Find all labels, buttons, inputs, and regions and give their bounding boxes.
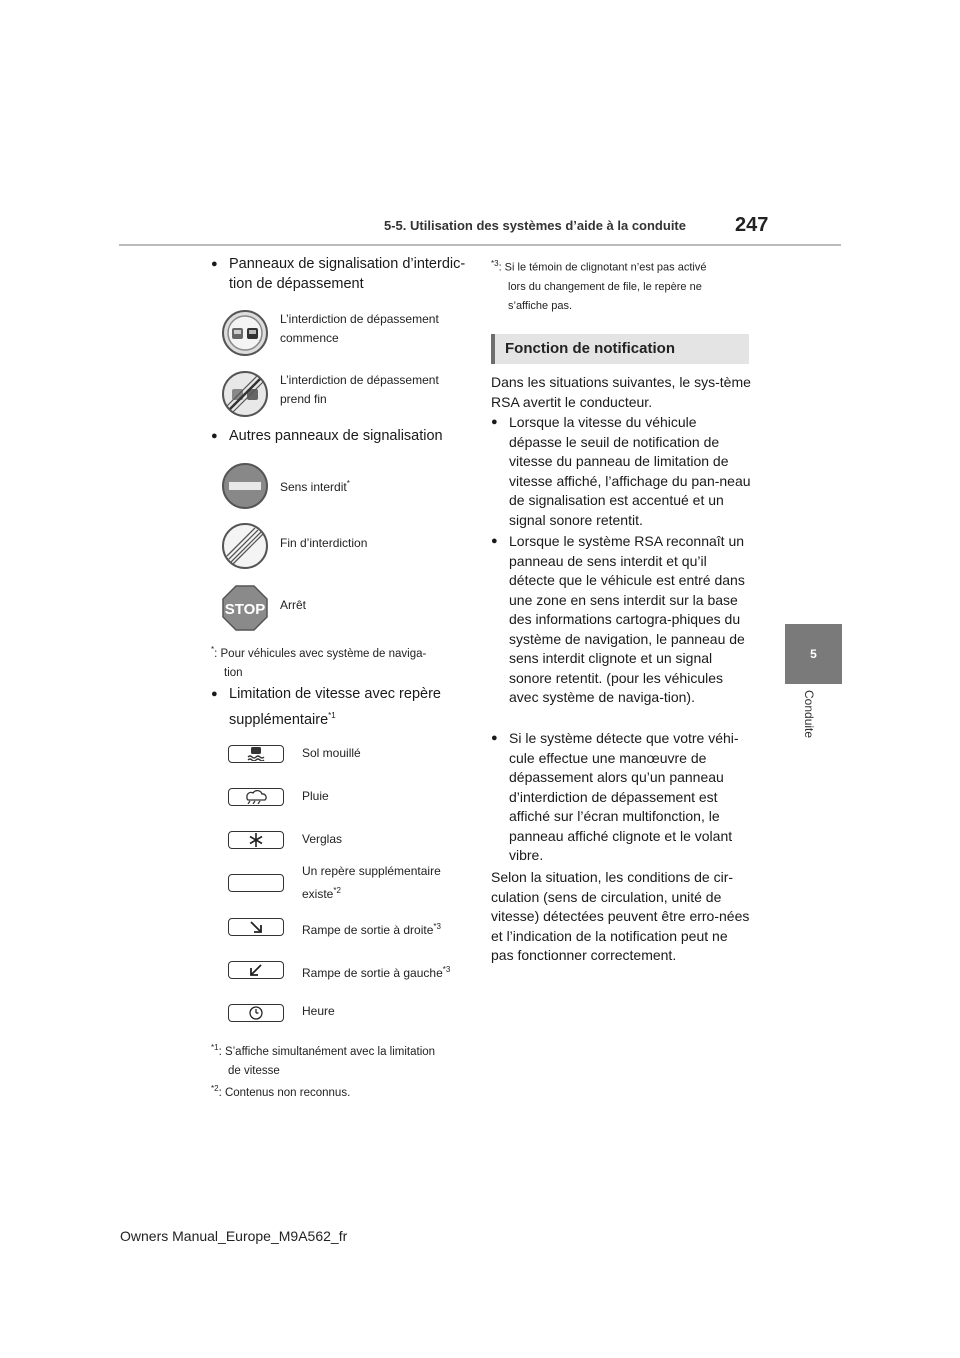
other-plate-sup: *2 bbox=[333, 886, 341, 895]
snowflake-icon bbox=[228, 831, 284, 849]
overtake-start-line2: commence bbox=[280, 331, 339, 345]
exit-right-label bbox=[302, 917, 441, 940]
exit-right-text: Rampe de sortie à droite bbox=[302, 923, 434, 937]
footnote-2-mark: *2 bbox=[211, 1084, 219, 1093]
time-label: Heure bbox=[302, 1004, 335, 1018]
bullet-speed-sup: *1 bbox=[328, 711, 336, 720]
notification-bullet-1: ● Lorsque la vitesse du véhicule dépasse le seuil de notification de vitesse du panneau de limitation de vitesse affiché, l’affichage du pan-neau de signalisation est accentué et un signal sonore retentit. bbox=[491, 413, 753, 530]
bullet-other-signs: ● Autres panneaux de signalisation bbox=[211, 426, 489, 446]
section-title-header: 5-5. Utilisation des systèmes d’aide à la conduite bbox=[384, 218, 686, 233]
end-of-restriction-sign-icon bbox=[221, 522, 269, 570]
no-entry-sign-icon bbox=[221, 462, 269, 510]
stop-sign-icon bbox=[221, 584, 269, 632]
notification-bullet-3: ● Si le système détecte que votre véhi-cule effectue une manœuvre de dépassement alors qu’un panneau d’interdiction de dépassement est affiché sur l’écran multifonction, le panneau affiché clignote et le volant vibre. bbox=[491, 729, 753, 866]
exit-left-sup: *3 bbox=[442, 965, 451, 974]
footnote-1-line2: de vitesse bbox=[228, 1064, 280, 1077]
footnote-2 bbox=[211, 1079, 471, 1103]
arrow-down-right-icon bbox=[228, 918, 284, 936]
footer-manual-id: Owners Manual_Europe_M9A562_fr bbox=[120, 1228, 348, 1244]
no-entry-label bbox=[280, 474, 350, 497]
footnote-3 bbox=[491, 254, 753, 316]
blank-plate-icon bbox=[228, 874, 284, 892]
footnote-star-mark: * bbox=[211, 645, 215, 654]
exit-left-label bbox=[302, 960, 450, 983]
exit-left-text: Rampe de sortie à gauche bbox=[302, 966, 443, 980]
bullet-overtaking-line2: tion de dépassement bbox=[229, 276, 364, 292]
overtake-end-line2: prend fin bbox=[280, 392, 327, 406]
rain-label: Pluie bbox=[302, 789, 329, 803]
bullet-speed-limit bbox=[211, 683, 489, 731]
end-restriction-label: Fin d’interdiction bbox=[280, 536, 368, 550]
no-entry-sup: * bbox=[346, 479, 350, 488]
intro-paragraph: Dans les situations suivantes, le sys-tème RSA avertit le conducteur. bbox=[491, 374, 751, 410]
section-heading: Fonction de notification bbox=[491, 334, 749, 364]
other-plate-label bbox=[302, 862, 441, 904]
footnote-3-line2: lors du changement de file, le repère ne bbox=[508, 280, 702, 293]
footnote-2-text: : Contenus non reconnus. bbox=[218, 1086, 351, 1099]
other-plate-line2: existe bbox=[302, 887, 334, 901]
footnote-3-line1: : Si le témoin de clignotant n’est pas activé bbox=[498, 261, 707, 274]
closing-paragraph: Selon la situation, les conditions de cir-culation (sens de circulation, unité de vitesse) détectées peuvent être erro-nées et l’indication de la notification peut ne pas fonctionner correctement. bbox=[491, 869, 750, 963]
other-plate-line1: Un repère supplémentaire bbox=[302, 864, 441, 878]
footnote-star bbox=[211, 640, 471, 683]
footnote-star-line2: tion bbox=[224, 666, 243, 679]
footnote-3-mark: *3 bbox=[491, 259, 499, 268]
exit-right-sup: *3 bbox=[433, 922, 441, 931]
arrow-down-left-icon bbox=[228, 961, 284, 979]
end-no-overtaking-sign-icon bbox=[221, 370, 269, 418]
header-divider bbox=[119, 244, 841, 246]
overtake-start-line1: L’interdiction de dépassement bbox=[280, 312, 439, 326]
notification-bullet-2: ● Lorsque le système RSA reconnaît un panneau de sens interdit et qu’il détecte que le véhicule est entré dans une zone en sens interdit sur la base des informations cartogra-phiques du système de navigation, le panneau de sens interdit clignote et un signal sonore retentit. (pour les véhicules avec système de naviga-tion). bbox=[491, 532, 753, 708]
no-entry-text: Sens interdit bbox=[280, 480, 347, 494]
bullet-speed-line2: supplémentaire bbox=[229, 711, 329, 728]
chapter-label: Conduite bbox=[802, 690, 816, 739]
footnote-star-line1: : Pour véhicules avec système de naviga- bbox=[214, 647, 427, 660]
overtake-start-label bbox=[280, 310, 439, 348]
page-number: 247 bbox=[735, 214, 769, 236]
stop-sign-text: STOP bbox=[224, 601, 266, 618]
footnote-1-line1: : S’affiche simultanément avec la limitation bbox=[218, 1045, 436, 1058]
ice-label: Verglas bbox=[302, 832, 343, 846]
footnote-1-mark: *1 bbox=[211, 1043, 219, 1052]
chapter-tab[interactable]: 5 bbox=[785, 624, 842, 684]
stop-label: Arrêt bbox=[280, 598, 307, 612]
overtake-end-line1: L’interdiction de dépassement bbox=[280, 373, 439, 387]
bullet-overtaking-line1: Panneaux de signalisation d’interdic- bbox=[229, 256, 466, 272]
footnote-3-line3: s’affiche pas. bbox=[508, 299, 573, 312]
bullet-overtaking bbox=[211, 254, 489, 294]
clock-icon bbox=[228, 1004, 284, 1022]
bullet-speed-line1: Limitation de vitesse avec repère bbox=[229, 686, 441, 702]
wet-road-label: Sol mouillé bbox=[302, 746, 361, 760]
footnote-1 bbox=[211, 1038, 471, 1081]
rain-cloud-icon bbox=[228, 788, 284, 806]
no-overtaking-sign-icon bbox=[221, 309, 269, 357]
wet-road-icon bbox=[228, 745, 284, 763]
overtake-end-label bbox=[280, 371, 439, 409]
